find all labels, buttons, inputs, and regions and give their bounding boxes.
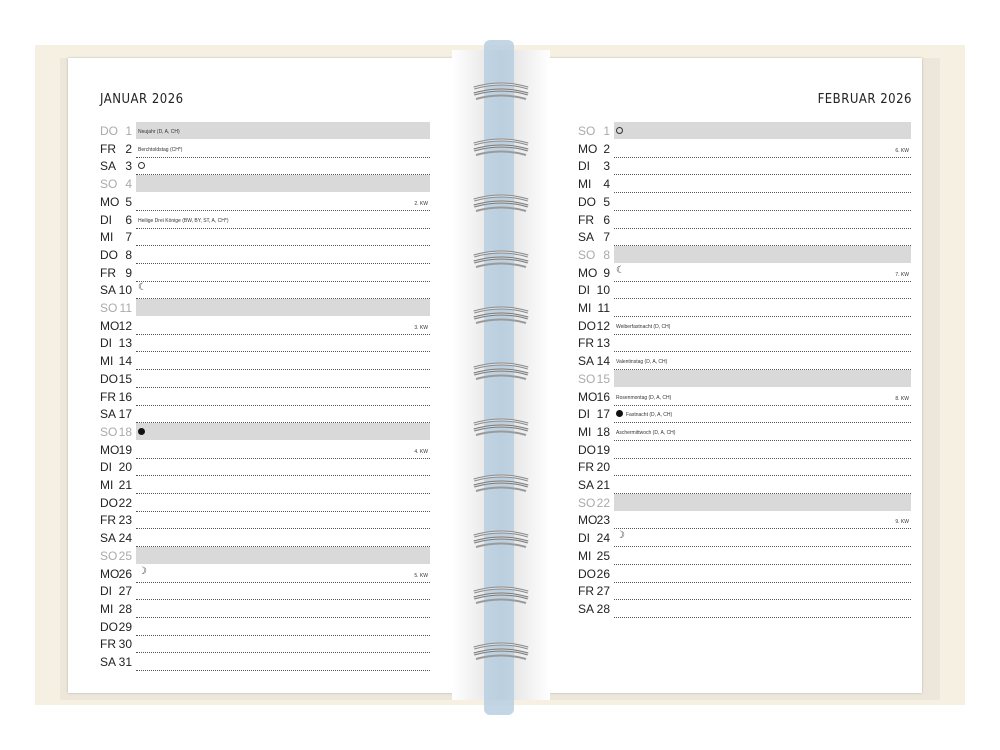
weekday-label: SO bbox=[100, 301, 118, 315]
day-number: 25 bbox=[118, 548, 132, 563]
day-number: 12 bbox=[596, 318, 610, 333]
day-number: 28 bbox=[596, 601, 610, 616]
weekday-label: FR bbox=[100, 141, 116, 156]
spiral-ring bbox=[470, 586, 532, 608]
day-row bbox=[100, 441, 430, 459]
entry-line[interactable] bbox=[614, 140, 911, 158]
entry-line[interactable] bbox=[614, 228, 911, 246]
weekday-label: DI bbox=[578, 283, 590, 298]
entry-line[interactable] bbox=[136, 122, 430, 139]
day-row bbox=[578, 423, 911, 441]
holiday-note: Valentinstag (D, A, CH) bbox=[616, 359, 668, 366]
day-row bbox=[578, 600, 911, 618]
day-row bbox=[100, 352, 430, 370]
day-row bbox=[100, 281, 430, 299]
day-number: 20 bbox=[118, 460, 132, 475]
entry-line[interactable] bbox=[614, 441, 911, 459]
holiday-note: Aschermittwoch (D, A, CH) bbox=[616, 429, 676, 436]
entry-line[interactable] bbox=[614, 299, 911, 317]
day-row bbox=[100, 193, 430, 211]
day-row bbox=[578, 405, 911, 423]
entry-line[interactable] bbox=[136, 405, 430, 423]
calendar-week-label: 6. KW bbox=[895, 147, 909, 154]
spiral-ring bbox=[470, 138, 532, 160]
full-moon-icon bbox=[616, 127, 623, 134]
weekday-label: MO bbox=[578, 513, 598, 528]
weekday-label: FR bbox=[578, 584, 594, 599]
weekday-label: FR bbox=[578, 212, 594, 227]
entry-line[interactable] bbox=[614, 511, 911, 529]
weekday-label: MO bbox=[100, 194, 120, 209]
entry-line[interactable] bbox=[136, 582, 430, 600]
spiral-ring bbox=[470, 474, 532, 496]
day-number: 2 bbox=[125, 141, 132, 156]
weekday-label: FR bbox=[578, 336, 594, 351]
weekday-label: DI bbox=[578, 159, 590, 174]
spiral-ring bbox=[470, 306, 532, 328]
day-row bbox=[100, 582, 430, 600]
day-number: 6 bbox=[125, 212, 132, 227]
day-row bbox=[578, 352, 911, 370]
day-number: 15 bbox=[596, 371, 610, 386]
weekday-label: MO bbox=[578, 141, 598, 156]
day-row bbox=[100, 405, 430, 423]
day-row bbox=[578, 193, 911, 211]
entry-line[interactable] bbox=[614, 246, 911, 263]
entry-line[interactable] bbox=[614, 600, 911, 618]
calendar-week-label: 8. KW bbox=[895, 395, 909, 402]
entry-line[interactable] bbox=[614, 547, 911, 565]
entry-line[interactable] bbox=[136, 547, 430, 564]
day-number: 24 bbox=[118, 531, 132, 546]
spiral-ring bbox=[470, 530, 532, 552]
day-row bbox=[578, 565, 911, 583]
weekday-label: SO bbox=[578, 247, 596, 262]
day-row bbox=[578, 370, 911, 388]
entry-line[interactable] bbox=[614, 582, 911, 600]
day-number: 15 bbox=[118, 371, 132, 386]
day-row bbox=[578, 264, 911, 282]
entry-line[interactable] bbox=[136, 441, 430, 459]
weekday-label: DI bbox=[100, 584, 112, 599]
holiday-note: Fastnacht (D, A, CH) bbox=[626, 412, 673, 419]
weekday-label: SA bbox=[578, 601, 595, 616]
weekday-label: FR bbox=[100, 389, 116, 404]
holiday-note: Heilige Drei Könige (BW, BY, ST, A, CH*) bbox=[138, 217, 229, 224]
holiday-note: Berchtoldstag (CH*) bbox=[138, 146, 183, 153]
entry-line[interactable] bbox=[136, 476, 430, 494]
day-number: 16 bbox=[118, 389, 132, 404]
new-moon-icon bbox=[138, 428, 145, 435]
day-row bbox=[100, 511, 430, 529]
day-row bbox=[578, 281, 911, 299]
first-quarter-moon-icon: ☽ bbox=[138, 565, 147, 577]
day-number: 30 bbox=[118, 637, 132, 652]
weekday-label: MI bbox=[100, 354, 114, 369]
entry-line[interactable] bbox=[614, 370, 911, 387]
day-number: 14 bbox=[118, 354, 132, 369]
weekday-label: MI bbox=[578, 177, 592, 192]
day-number: 7 bbox=[603, 230, 610, 245]
entry-line[interactable] bbox=[136, 388, 430, 406]
day-row bbox=[100, 140, 430, 158]
day-row bbox=[578, 211, 911, 229]
weekday-label: DI bbox=[100, 212, 112, 227]
weekday-label: DO bbox=[578, 442, 596, 457]
day-row bbox=[578, 511, 911, 529]
day-row bbox=[100, 547, 430, 565]
day-number: 11 bbox=[597, 301, 610, 315]
day-row bbox=[100, 122, 430, 140]
day-number: 7 bbox=[125, 230, 132, 245]
weekday-label: DO bbox=[578, 566, 596, 581]
weekday-label: DO bbox=[100, 495, 118, 510]
day-number: 4 bbox=[125, 177, 132, 192]
day-row bbox=[578, 157, 911, 175]
weekday-label: MI bbox=[100, 601, 114, 616]
day-row bbox=[578, 317, 911, 335]
day-row bbox=[100, 211, 430, 229]
day-row bbox=[100, 494, 430, 512]
day-row bbox=[100, 228, 430, 246]
holiday-note: Weiberfastnacht (D, CH) bbox=[616, 323, 671, 330]
weekday-label: SA bbox=[100, 531, 117, 546]
day-number: 5 bbox=[125, 194, 132, 209]
day-number: 29 bbox=[118, 619, 132, 634]
day-number: 2 bbox=[603, 141, 610, 156]
day-number: 26 bbox=[596, 566, 610, 581]
entry-line[interactable] bbox=[136, 299, 430, 316]
entry-line[interactable] bbox=[136, 193, 430, 211]
day-number: 9 bbox=[125, 265, 132, 280]
entry-line[interactable] bbox=[614, 175, 911, 193]
day-number: 1 bbox=[125, 124, 132, 138]
entry-line[interactable] bbox=[136, 600, 430, 618]
weekday-label: DO bbox=[100, 247, 118, 262]
entry-line[interactable] bbox=[136, 423, 430, 440]
weekday-label: MI bbox=[578, 548, 592, 563]
spiral-ring bbox=[470, 250, 532, 272]
day-number: 27 bbox=[118, 584, 132, 599]
day-number: 14 bbox=[596, 354, 610, 369]
day-row bbox=[100, 264, 430, 282]
entry-line[interactable] bbox=[136, 653, 430, 671]
day-row bbox=[100, 157, 430, 175]
day-number: 19 bbox=[596, 442, 610, 457]
day-row bbox=[100, 317, 430, 335]
calendar-week-label: 5. KW bbox=[414, 572, 428, 579]
last-quarter-moon-icon: ☾ bbox=[138, 282, 147, 294]
day-number: 24 bbox=[596, 531, 610, 546]
day-row bbox=[100, 565, 430, 583]
spiral-ring bbox=[470, 82, 532, 104]
entry-line[interactable] bbox=[614, 122, 911, 139]
weekday-label: SA bbox=[100, 655, 117, 669]
day-row bbox=[578, 122, 911, 140]
weekday-label: SA bbox=[100, 283, 117, 298]
day-row bbox=[100, 334, 430, 352]
day-number: 17 bbox=[118, 407, 132, 422]
day-row bbox=[100, 600, 430, 618]
entry-line[interactable] bbox=[614, 193, 911, 211]
day-number: 3 bbox=[125, 159, 132, 174]
weekday-label: DO bbox=[100, 619, 118, 634]
entry-line[interactable] bbox=[136, 317, 430, 335]
weekday-label: FR bbox=[578, 460, 594, 475]
day-number: 22 bbox=[118, 495, 132, 510]
day-number: 8 bbox=[125, 247, 132, 262]
first-quarter-moon-icon: ☽ bbox=[616, 530, 625, 542]
weekday-label: FR bbox=[100, 637, 116, 652]
day-row bbox=[100, 458, 430, 476]
weekday-label: SA bbox=[578, 478, 595, 492]
day-number: 8 bbox=[603, 247, 610, 262]
spiral-ring bbox=[470, 642, 532, 664]
weekday-label: SO bbox=[578, 124, 596, 138]
weekday-label: DO bbox=[100, 371, 118, 386]
spiral-ring bbox=[470, 418, 532, 440]
day-number: 16 bbox=[596, 389, 610, 404]
entry-line[interactable] bbox=[614, 458, 911, 476]
entry-line[interactable] bbox=[136, 565, 430, 583]
weekday-label: FR bbox=[100, 513, 116, 528]
entry-line[interactable] bbox=[614, 565, 911, 583]
day-number: 18 bbox=[118, 424, 132, 439]
day-number: 25 bbox=[596, 548, 610, 563]
entry-line[interactable] bbox=[614, 334, 911, 352]
weekday-label: MO bbox=[578, 265, 598, 280]
day-number: 17 bbox=[596, 407, 610, 422]
weekday-label: SA bbox=[578, 230, 595, 245]
day-row bbox=[100, 246, 430, 264]
weekday-label: DO bbox=[578, 194, 596, 209]
day-row bbox=[100, 388, 430, 406]
day-number: 5 bbox=[603, 194, 610, 209]
calendar-week-label: 7. KW bbox=[895, 271, 909, 278]
entry-line[interactable] bbox=[136, 635, 430, 653]
day-number: 21 bbox=[118, 478, 132, 492]
weekday-label: MO bbox=[100, 318, 120, 333]
day-row bbox=[100, 529, 430, 547]
day-row bbox=[578, 334, 911, 352]
weekday-label: SA bbox=[578, 354, 595, 369]
day-row bbox=[100, 299, 430, 317]
weekday-label: FR bbox=[100, 265, 116, 280]
weekday-label: DO bbox=[578, 318, 596, 333]
day-number: 27 bbox=[596, 584, 610, 599]
weekday-label: DI bbox=[578, 407, 590, 422]
day-number: 13 bbox=[118, 336, 132, 351]
day-number: 19 bbox=[118, 442, 132, 457]
entry-line[interactable] bbox=[136, 618, 430, 636]
day-row bbox=[100, 423, 430, 441]
holiday-note: Neujahr (D, A, CH) bbox=[138, 129, 180, 135]
holiday-note: Rosenmontag (D, A, CH) bbox=[616, 394, 672, 401]
weekday-label: MO bbox=[100, 566, 120, 581]
day-number: 6 bbox=[603, 212, 610, 227]
day-row bbox=[578, 441, 911, 459]
entry-line[interactable] bbox=[136, 228, 430, 246]
weekday-label: MI bbox=[100, 230, 114, 245]
entry-line[interactable] bbox=[614, 494, 911, 511]
day-number: 9 bbox=[603, 265, 610, 280]
day-number: 11 bbox=[119, 301, 132, 315]
entry-line[interactable] bbox=[136, 175, 430, 192]
weekday-label: DI bbox=[100, 460, 112, 475]
day-number: 10 bbox=[596, 283, 610, 298]
weekday-label: SO bbox=[100, 548, 118, 563]
spiral-ring bbox=[470, 194, 532, 216]
day-row bbox=[578, 175, 911, 193]
day-number: 4 bbox=[603, 177, 610, 192]
day-row bbox=[100, 653, 430, 671]
day-row bbox=[578, 299, 911, 317]
weekday-label: SA bbox=[100, 159, 117, 174]
entry-line[interactable] bbox=[136, 370, 430, 388]
entry-line[interactable] bbox=[614, 264, 911, 282]
entry-line[interactable] bbox=[614, 281, 911, 299]
weekday-label: SA bbox=[100, 407, 117, 422]
entry-line[interactable] bbox=[614, 476, 911, 494]
day-number: 10 bbox=[118, 283, 132, 298]
day-number: 23 bbox=[118, 513, 132, 528]
entry-line[interactable] bbox=[136, 511, 430, 529]
day-number: 31 bbox=[118, 655, 132, 669]
day-row bbox=[100, 175, 430, 193]
day-row bbox=[578, 228, 911, 246]
day-row bbox=[578, 458, 911, 476]
day-number: 18 bbox=[596, 424, 610, 439]
day-number: 22 bbox=[596, 495, 610, 510]
day-number: 13 bbox=[596, 336, 610, 351]
day-row bbox=[100, 476, 430, 494]
entry-line[interactable] bbox=[136, 246, 430, 264]
weekday-label: SO bbox=[578, 495, 596, 510]
weekday-label: SO bbox=[100, 177, 118, 192]
day-row bbox=[578, 494, 911, 512]
entry-line[interactable] bbox=[136, 264, 430, 282]
day-row bbox=[100, 370, 430, 388]
weekday-label: DI bbox=[578, 531, 590, 546]
last-quarter-moon-icon: ☾ bbox=[616, 264, 625, 276]
entry-line[interactable] bbox=[136, 334, 430, 352]
day-row bbox=[578, 476, 911, 494]
day-row bbox=[578, 246, 911, 264]
weekday-label: MO bbox=[578, 389, 598, 404]
day-number: 28 bbox=[118, 601, 132, 616]
weekday-label: MO bbox=[100, 442, 120, 457]
weekday-label: MI bbox=[578, 424, 592, 439]
weekday-label: MI bbox=[100, 478, 114, 492]
day-number: 23 bbox=[596, 513, 610, 528]
weekday-label: SO bbox=[578, 371, 596, 386]
entry-line[interactable] bbox=[614, 157, 911, 175]
day-number: 26 bbox=[118, 566, 132, 581]
entry-line[interactable] bbox=[136, 157, 430, 175]
calendar-week-label: 9. KW bbox=[895, 519, 909, 526]
spiral-ring bbox=[470, 362, 532, 384]
entry-line[interactable] bbox=[136, 529, 430, 547]
day-row bbox=[578, 582, 911, 600]
right-month-title: FEBRUAR 2026 bbox=[817, 92, 912, 107]
day-row bbox=[100, 635, 430, 653]
calendar-week-label: 4. KW bbox=[414, 448, 428, 455]
day-row bbox=[578, 140, 911, 158]
day-number: 20 bbox=[596, 460, 610, 475]
day-row bbox=[578, 547, 911, 565]
entry-line[interactable] bbox=[614, 529, 911, 547]
entry-line[interactable] bbox=[136, 458, 430, 476]
entry-line[interactable] bbox=[614, 211, 911, 229]
day-row bbox=[578, 529, 911, 547]
weekday-label: SO bbox=[100, 424, 118, 439]
entry-line[interactable] bbox=[136, 281, 430, 299]
calendar-week-label: 3. KW bbox=[414, 324, 428, 331]
day-row bbox=[578, 388, 911, 406]
weekday-label: DO bbox=[100, 124, 118, 138]
day-number: 21 bbox=[596, 478, 610, 492]
day-number: 1 bbox=[603, 124, 610, 138]
entry-line[interactable] bbox=[136, 494, 430, 512]
day-number: 12 bbox=[118, 318, 132, 333]
entry-line[interactable] bbox=[136, 352, 430, 370]
day-number: 3 bbox=[603, 159, 610, 174]
day-row bbox=[100, 618, 430, 636]
weekday-label: DI bbox=[100, 336, 112, 351]
weekday-label: MI bbox=[578, 301, 592, 315]
calendar-week-label: 2. KW bbox=[414, 200, 428, 207]
left-month-title: JANUAR 2026 bbox=[100, 92, 184, 107]
